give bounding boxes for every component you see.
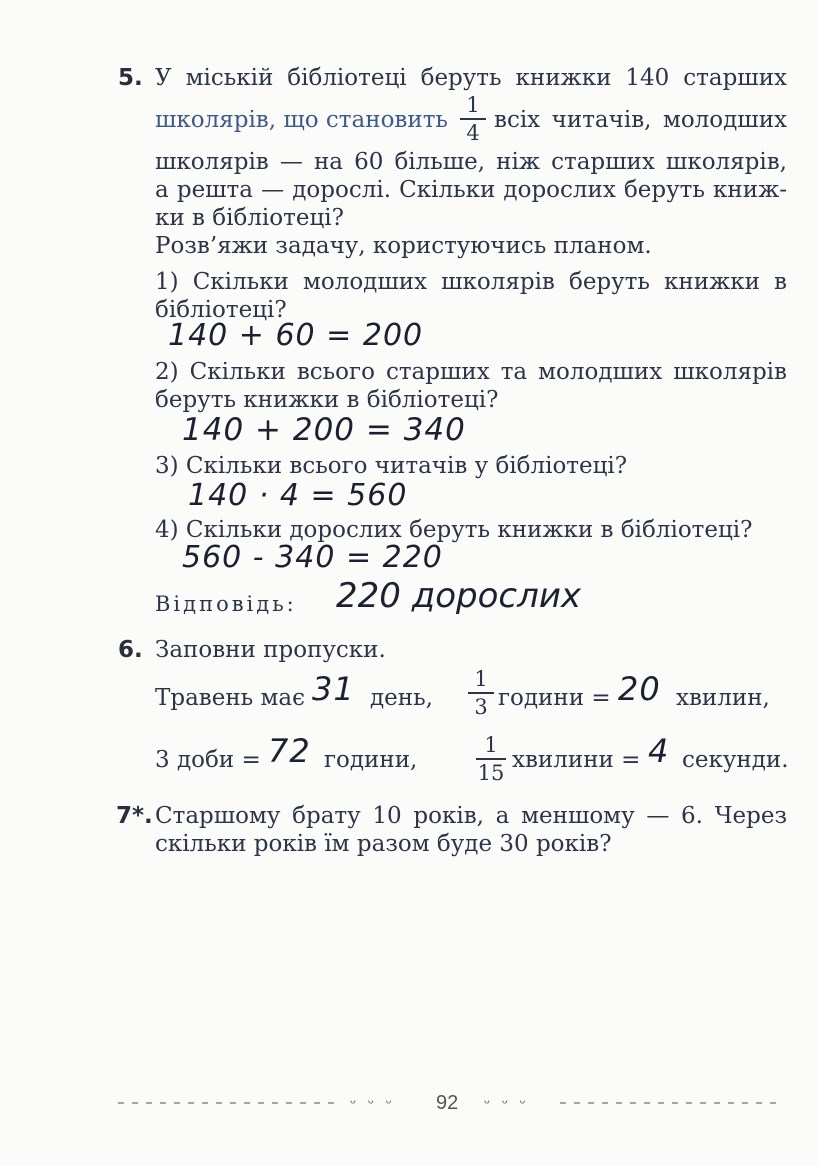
task5-answer-label: Відповідь: bbox=[155, 592, 297, 616]
task5-question1b: бібліотеці? bbox=[155, 297, 287, 323]
task5-plan: Розв’яжи задачу, користуючись планом. bbox=[155, 233, 652, 259]
page-number: 92 bbox=[436, 1092, 459, 1114]
task5-number: 5. bbox=[118, 65, 143, 91]
task5-answer2-handwritten: 140 + 200 = 340 bbox=[182, 412, 466, 448]
third-hour-label: години = bbox=[498, 685, 611, 711]
task6-title: Заповни пропуски. bbox=[155, 637, 386, 663]
task5-line4: а решта — дорослі. Скільки дорослих беруть книж- bbox=[155, 177, 787, 203]
fraction-bar bbox=[476, 758, 506, 760]
task5-question2b: беруть книжки в бібліотеці? bbox=[155, 387, 499, 413]
task7-number: 7*. bbox=[116, 803, 153, 829]
third-hour-unit: хвилин, bbox=[676, 685, 770, 711]
task7-line1: Старшому брату 10 років, а меншому — 6. Через bbox=[155, 803, 787, 829]
footer-dotted-rule-right bbox=[560, 1102, 780, 1104]
task7-line2: скільки років їм разом буде 30 років? bbox=[155, 831, 612, 857]
may-days-value-handwritten: 31 bbox=[312, 670, 355, 708]
fraction-denominator: 15 bbox=[477, 761, 505, 785]
may-days-unit: день, bbox=[370, 685, 433, 711]
task5-final-answer-handwritten: 220 дорослих bbox=[336, 576, 582, 616]
footer-ornament-right: ᵕ ᵕ ᵕ bbox=[484, 1094, 530, 1111]
fraction-numerator: 1 bbox=[474, 667, 488, 691]
third-hour-value-handwritten: 20 bbox=[618, 670, 661, 708]
task5-line2b: всіх читачів, молодших bbox=[494, 107, 787, 133]
fraction-numerator: 1 bbox=[466, 93, 480, 117]
task5-question4: 4) Скільки дорослих беруть книжки в бібліотеці? bbox=[155, 517, 753, 543]
fifteenth-minute-value-handwritten: 4 bbox=[648, 732, 670, 770]
task5-line1: У міській бібліотеці беруть книжки 140 старших bbox=[155, 65, 787, 91]
task6-fraction-fifteenth bbox=[474, 734, 508, 784]
three-days-unit: години, bbox=[324, 747, 418, 773]
task5-answer3-handwritten: 140 · 4 = 560 bbox=[188, 478, 408, 513]
fraction-denominator: 3 bbox=[474, 695, 488, 719]
task6-fraction-third bbox=[466, 668, 496, 718]
task5-answer1-handwritten: 140 + 60 = 200 bbox=[168, 318, 424, 353]
footer-ornament-left: ᵕ ᵕ ᵕ bbox=[350, 1094, 396, 1111]
task5-fraction bbox=[458, 94, 488, 144]
task5-question3: 3) Скільки всього читачів у бібліотеці? bbox=[155, 453, 628, 479]
three-days-label: 3 доби = bbox=[155, 747, 261, 773]
task5-answer4-handwritten: 560 - 340 = 220 bbox=[182, 540, 443, 575]
task6-number: 6. bbox=[118, 637, 143, 663]
fraction-denominator: 4 bbox=[466, 121, 480, 145]
footer-dotted-rule-left bbox=[118, 1102, 338, 1104]
fraction-bar bbox=[468, 692, 494, 694]
page-footer bbox=[0, 1088, 819, 1118]
may-days-label: Травень має bbox=[155, 685, 305, 711]
task5-question1a: 1) Скільки молодших школярів беруть книжки в bbox=[155, 269, 787, 295]
task5-line2a: школярів, що становить bbox=[155, 107, 448, 133]
task5-line5: ки в бібліотеці? bbox=[155, 205, 344, 231]
fifteenth-minute-unit: секунди. bbox=[682, 747, 789, 773]
fraction-numerator: 1 bbox=[484, 733, 498, 757]
task5-question2a: 2) Скільки всього старших та молодших школярів bbox=[155, 359, 787, 385]
fifteenth-minute-label: хвилини = bbox=[512, 747, 641, 773]
fraction-bar bbox=[460, 118, 486, 120]
three-days-value-handwritten: 72 bbox=[268, 732, 311, 770]
task5-line3: школярів — на 60 більше, ніж старших школярів, bbox=[155, 149, 787, 175]
